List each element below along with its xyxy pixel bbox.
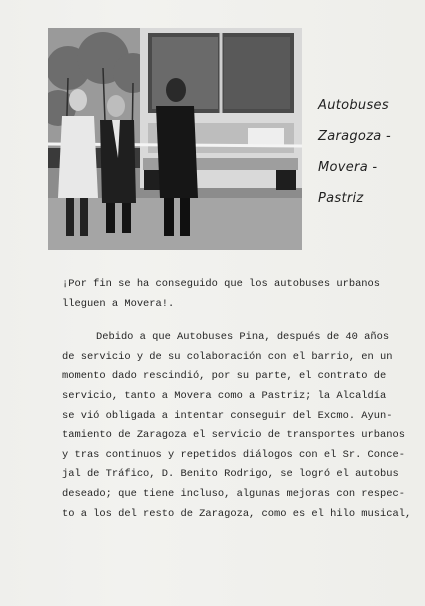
caption-line-1: Autobuses xyxy=(318,98,389,113)
text-line: momento dado rescindió, por su parte, el contrato de xyxy=(62,370,387,383)
paragraph-main xyxy=(62,328,412,524)
text-line: lleguen a Movera!. xyxy=(62,297,175,310)
text-line: y tras continuos y repetidos diálogos con el Sr. Conce- xyxy=(62,448,405,461)
text-line: tamiento de Zaragoza el servicio de transportes urbanos xyxy=(62,429,405,442)
caption-line-3: Movera - xyxy=(318,160,378,175)
text-line: to a los del resto de Zaragoza, como es el hilo musical, xyxy=(62,507,412,520)
text-line: deseado; que tiene incluso, algunas mejoras con respec- xyxy=(62,487,405,500)
paragraph-intro xyxy=(62,275,407,314)
text-line: se vió obligada a intentar conseguir del Excmo. Ayun- xyxy=(62,409,393,422)
text-line: Debido a que Autobuses Pina, después de 40 años xyxy=(96,331,390,344)
text-line: de servicio y de su colaboración con el barrio, en un xyxy=(62,350,393,363)
article-body xyxy=(62,275,412,524)
text-line: jal de Tráfico, D. Benito Rodrigo, se logró el autobus xyxy=(62,468,399,481)
handwritten-caption xyxy=(318,90,418,214)
ribbon-cutting-photo xyxy=(48,28,302,250)
text-line: servicio, tanto a Movera como a Pastriz; la Alcaldía xyxy=(62,389,387,402)
caption-line-2: Zaragoza - xyxy=(318,129,392,144)
text-line: ¡Por fin se ha conseguido que los autobuses urbanos xyxy=(62,278,381,290)
caption-line-4: Pastriz xyxy=(318,191,364,206)
